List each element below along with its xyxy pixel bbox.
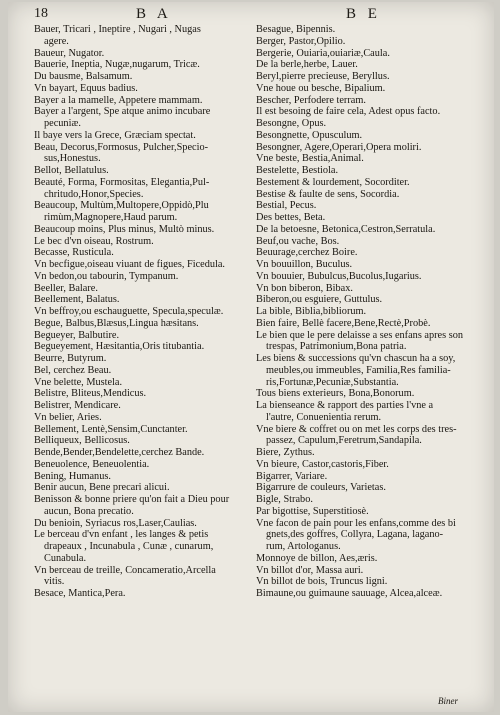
entry-line: Bellot, Bellatulus.	[34, 165, 109, 176]
entry-line: rimùm,Magnopere,Haud parum.	[44, 212, 178, 223]
entry-line: drapeaux , Incunabula , Cunæ , cunarum,	[44, 541, 214, 552]
entry-line: rum, Artologanus.	[266, 541, 341, 552]
right-column-heading: B E	[346, 6, 381, 22]
entry-line: Du benioin, Syriacus ros,Laser,Caulias.	[34, 517, 197, 529]
entry-line: Vne beste, Bestia,Animal.	[256, 153, 364, 165]
entry-line: Becasse, Rusticula.	[34, 247, 114, 259]
entry-line: pecuniæ.	[44, 118, 81, 129]
entry-line: Vn billot de bois, Truncus ligni.	[256, 576, 388, 588]
entry-line: Bening, Humanus.	[34, 470, 111, 482]
entry-line: De la betoesne, Betonica,Cestron,Serratula.	[256, 223, 436, 235]
entry-line: Bayer a la mamelle, Appetere mammam.	[34, 94, 203, 106]
entry-line: trespas, Patrimonium,Bona patria.	[266, 341, 407, 353]
entry-line: Bayer a l'argent, Spe atque animo incubare	[34, 106, 211, 118]
entry-line: Besongnette, Opusculum.	[256, 129, 363, 141]
entry-line: Baueur, Nugator.	[34, 47, 105, 59]
entry-line: Beaucoup, Multùm,Multopere,Oppidò,Plu	[34, 200, 209, 212]
entry-line: gnets,des goffres, Collyra, Lagana, lagano-	[266, 529, 444, 541]
entry-line: Vn bayart, Equus badius.	[34, 82, 138, 94]
entry-line: Begueyement, Hæsitantia,Oris titubantia.	[34, 341, 205, 353]
entry-line: Besace, Mantica,Pera.	[34, 588, 126, 599]
entry-line: Monnoye de billon, Aes,æris.	[256, 552, 378, 564]
entry-line: Vne facon de pain pour les enfans,comme des bi	[256, 517, 456, 529]
entry-line: l'autre, Conuenientia rerum.	[266, 411, 382, 423]
entry-line: Le bien que le pere delaisse a ses enfans apres son	[256, 329, 463, 341]
entry-line: Bel, cerchez Beau.	[34, 364, 112, 376]
entry-line: Beaucoup moins, Plus minus, Multò minus.	[34, 223, 215, 235]
entry-line: chritudo,Honor,Species.	[44, 188, 144, 200]
right-column	[256, 24, 482, 600]
entry-line: Bigarrer, Variare.	[256, 470, 328, 482]
entry-line: Beellement, Balatus.	[34, 294, 120, 306]
entry-line: Vn belier, Aries.	[34, 411, 102, 423]
entry-line: Beuf,ou vache, Bos.	[256, 235, 340, 247]
entry-line: Bimaune,ou guimaune sauuage, Alcea,alceæ.	[256, 588, 443, 599]
entry-line: Bigarrure de couleurs, Varietas.	[256, 482, 386, 494]
entry-line: Par bigottise, Superstitiosè.	[256, 505, 369, 517]
entry-line: De la berle,herbe, Lauer.	[256, 59, 358, 71]
entry-line: Il est besoing de faire cela, Adest opus facto.	[256, 106, 441, 118]
entry-line: Bauerie, Ineptia, Nugæ,nugarum, Tricæ.	[34, 59, 200, 71]
entry-line: Bien faire, Bellè facere,Bene,Rectè,Probè.	[256, 317, 431, 329]
entry-line: Vn bouuillon, Buculus.	[256, 259, 353, 270]
page-number: 18	[34, 6, 48, 21]
entry-line: Beurre, Butyrum.	[34, 353, 107, 364]
entry-line: Benir aucun, Bene precari alicui.	[34, 482, 170, 494]
entry-line: Le berceau d'vn enfant , les langes & petis	[34, 529, 209, 541]
entry-line: Bestement & lourdement, Socorditer.	[256, 176, 410, 188]
entry-line: Belistre, Bliteus,Mendicus.	[34, 388, 147, 400]
entry-line: Berger, Pastor,Opilio.	[256, 35, 346, 47]
entry-line: Belistrer, Mendicare.	[34, 400, 121, 411]
entry-line: Vne biere & coffret ou on met les corps des tres-	[256, 423, 457, 435]
entry-line: Biberon,ou esguiere, Guttulus.	[256, 294, 383, 306]
entry-line: Besongner, Agere,Operari,Opera moliri.	[256, 141, 422, 153]
entry-line: meubles,ou immeubles, Familia,Res familia-	[266, 364, 451, 376]
entry-line: Bellement, Lentè,Sensim,Cunctanter.	[34, 423, 188, 435]
left-column-heading: B A	[136, 6, 172, 22]
entry-line: Bergerie, Ouiaria,ouiariæ,Caula.	[256, 47, 390, 59]
entry-line: Vn beffroy,ou eschauguette, Specula,speculæ.	[34, 306, 224, 317]
entry-line: Bigle, Strabo.	[256, 494, 313, 505]
entry-line: Du bausme, Balsamum.	[34, 71, 133, 82]
entry-line: sus,Honestus.	[44, 153, 101, 165]
left-column	[34, 24, 256, 600]
entry-line: Beryl,pierre precieuse, Beryllus.	[256, 71, 390, 82]
entry-line: Vn bon biberon, Bibax.	[256, 282, 353, 294]
entry-line: Belliqueux, Bellicosus.	[34, 435, 130, 447]
entry-line: Besague, Bipennis.	[256, 24, 336, 35]
entry-line: Besongne, Opus.	[256, 118, 327, 129]
entry-line: agere.	[44, 35, 69, 47]
dictionary-page	[8, 2, 494, 712]
entry-line: Vn bedon,ou tabourin, Tympanum.	[34, 270, 179, 282]
entry-line: Le bec d'vn oiseau, Rostrum.	[34, 235, 154, 247]
entry-line: Biere, Zythus.	[256, 447, 315, 458]
entry-line: Bestise & faulte de sens, Socordia.	[256, 188, 400, 200]
entry-line: Bauer, Tricari , Ineptire , Nugari , Nugas	[34, 24, 201, 35]
entry-line: Vn berceau de treille, Concameratio,Arcella	[34, 564, 216, 576]
entry-line: passez, Capulum,Feretrum,Sandapila.	[266, 435, 422, 447]
entry-line: Beeller, Balare.	[34, 282, 98, 294]
entry-line: Beauté, Forma, Formositas, Elegantia,Pul-	[34, 176, 210, 188]
entry-line: Bestelette, Bestiola.	[256, 165, 339, 176]
entry-line: Vne houe ou besche, Bipalium.	[256, 82, 386, 94]
entry-line: Cunabula.	[44, 552, 87, 564]
entry-line: vitis.	[44, 576, 65, 588]
entry-line: La bienseance & rapport des parties l'vne a	[256, 400, 434, 411]
entry-line: Bestial, Pecus.	[256, 200, 317, 212]
entry-line: Benisson & bonne priere qu'on fait a Dieu pour	[34, 494, 230, 505]
entry-line: Il baye vers la Grece, Græciam spectat.	[34, 129, 196, 141]
entry-line: Vn billot d'or, Massa auri.	[256, 564, 364, 576]
entry-line: ris,Fortunæ,Pecuniæ,Substantia.	[266, 376, 399, 388]
running-header	[8, 6, 494, 24]
entry-line: Vn bieure, Castor,castoris,Fiber.	[256, 458, 389, 470]
entry-line: Tous biens exterieurs, Bona,Bonorum.	[256, 388, 415, 400]
entry-line: Vn becfigue,oiseau viuant de figues, Ficedula.	[34, 259, 226, 270]
entry-line: Des bettes, Beta.	[256, 212, 326, 223]
entry-line: Beuurage,cerchez Boire.	[256, 247, 358, 259]
entry-line: Bende,Bender,Bendelette,cerchez Bande.	[34, 447, 205, 458]
entry-line: Vn bouuier, Bubulcus,Bucolus,Iugarius.	[256, 270, 422, 282]
entry-line: Beneuolence, Beneuolentia.	[34, 458, 150, 470]
entry-line: Bescher, Perfodere terram.	[256, 94, 366, 106]
entry-line: La bible, Biblia,bibliorum.	[256, 306, 367, 317]
entry-line: Vne belette, Mustela.	[34, 376, 123, 388]
entry-line: Les biens & successions qu'vn chascun ha a soy,	[256, 353, 456, 364]
entry-line: Beau, Decorus,Formosus, Pulcher,Specio-	[34, 141, 209, 153]
entry-line: aucun, Bona precatio.	[44, 505, 134, 517]
catchword: Biner	[438, 696, 458, 706]
entry-line: Begue, Balbus,Blæsus,Lingua hæsitans.	[34, 317, 199, 329]
entry-line: Begueyer, Balbutire.	[34, 329, 120, 341]
